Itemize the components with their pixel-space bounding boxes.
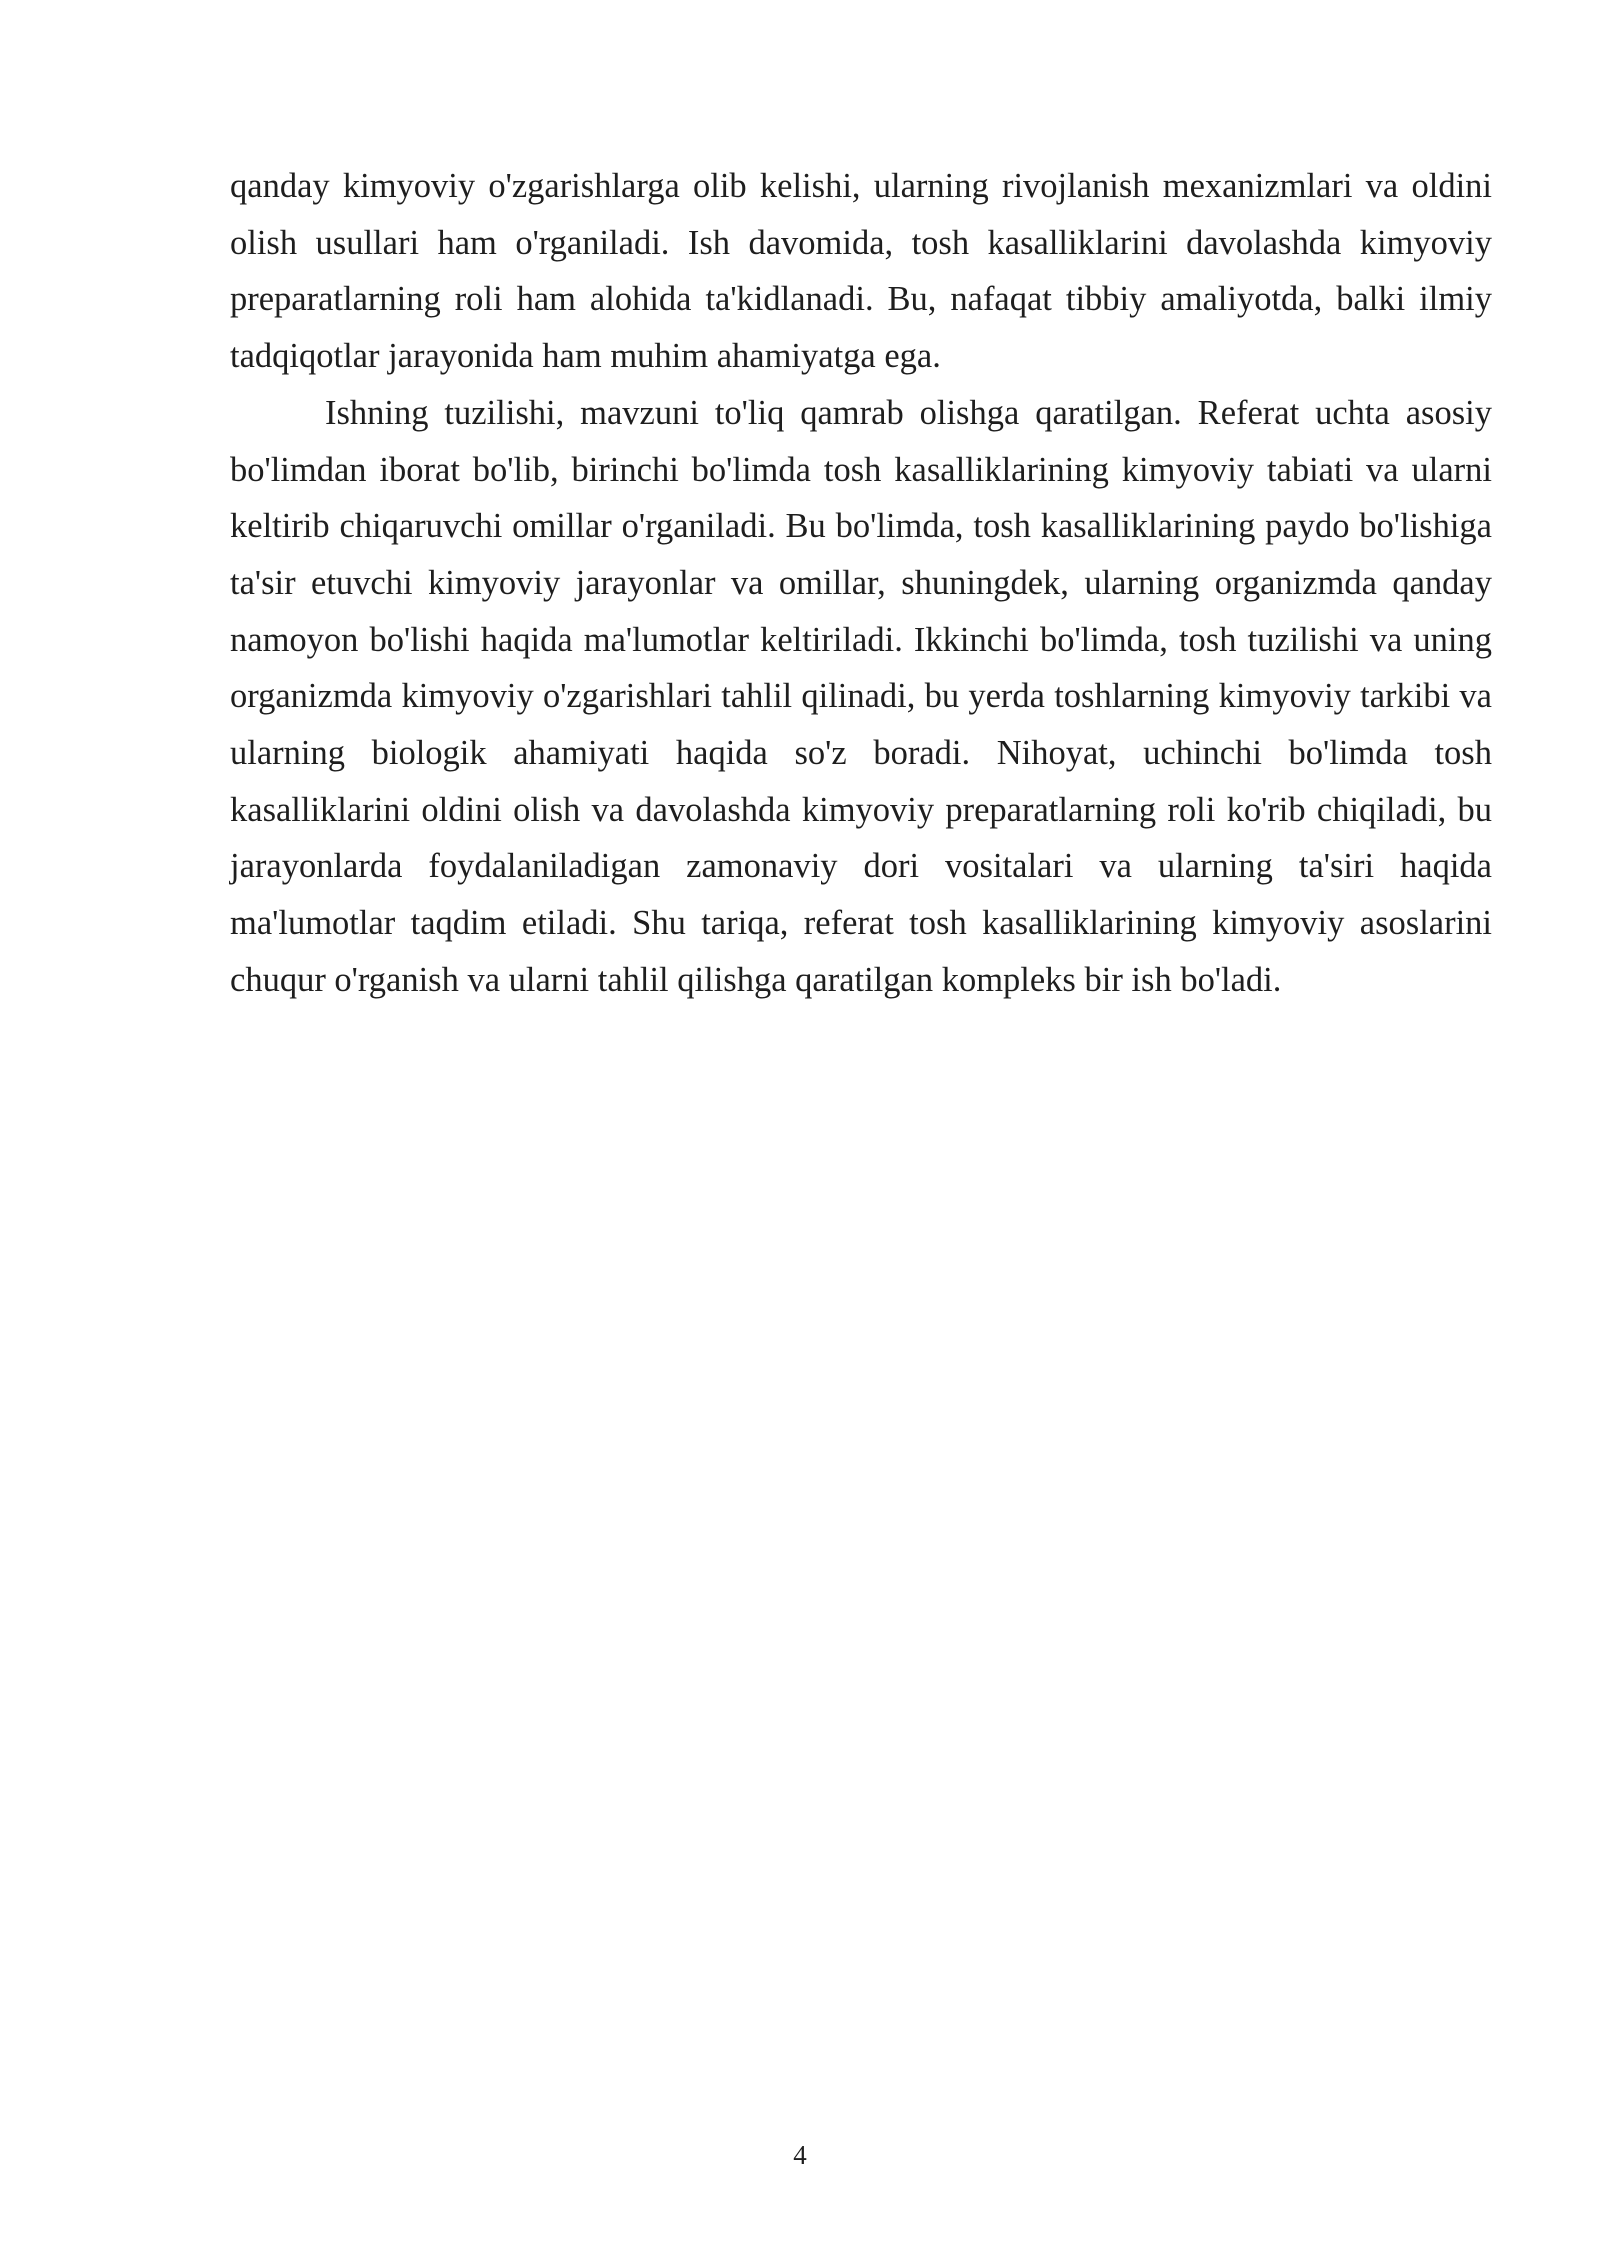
- paragraph-structure: Ishning tuzilishi, mavzuni to'liq qamrab olishga qaratilgan. Referat uchta asosiy bo'limdan iborat bo'lib, birinchi bo'limda tosh kasalliklarining kimyoviy tabiati va ularni keltirib chiqaruvchi omillar o'rganiladi. Bu bo'limda, tosh kasalliklarining paydo bo'lishiga ta'sir etuvchi kimyoviy jarayonlar va omillar, shuningdek, ularning organizmda qanday namoyon bo'lishi haqida ma'lumotlar keltiriladi. Ikkinchi bo'limda, tosh tuzilishi va uning organizmda kimyoviy o'zgarishlari tahlil qilinadi, bu yerda toshlarning kimyoviy tarkibi va ularning biologik ahamiyati haqida so'z boradi. Nihoyat, uchinchi bo'limda tosh kasalliklarini oldini olish va davolashda kimyoviy preparatlarning roli ko'rib chiqiladi, bu jarayonlarda foydalaniladigan zamonaviy dori vositalari va ularning ta'siri haqida ma'lumotlar taqdim etiladi. Shu tariqa, referat tosh kasalliklarining kimyoviy asoslarini chuqur o'rganish va ularni tahlil qilishga qaratilgan kompleks bir ish bo'ladi.: [230, 393, 1492, 999]
- paragraph-continuation: qanday kimyoviy o'zgarishlarga olib kelishi, ularning rivojlanish mexanizmlari va oldini olish usullari ham o'rganiladi. Ish davomida, tosh kasalliklarini davolashda kimyoviy preparatlarning roli ham alohida ta'kidlanadi. Bu, nafaqat tibbiy amaliyotda, balki ilmiy tadqiqotlar jarayonida ham muhim ahamiyatga ega.: [230, 167, 1492, 376]
- page-number: 4: [793, 2140, 807, 2170]
- body-text: [230, 158, 1492, 1009]
